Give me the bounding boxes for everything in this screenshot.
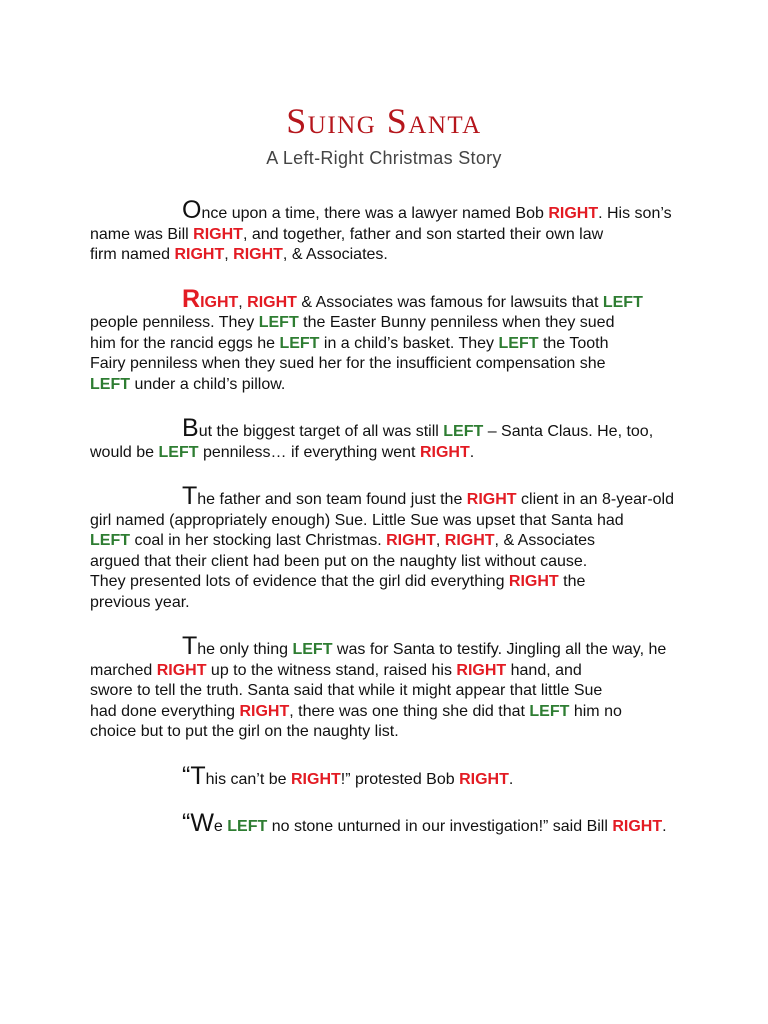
story-paragraph (90, 761, 690, 791)
story-line (90, 809, 690, 838)
story-text: – Santa Claus. He, too, (483, 423, 654, 440)
story-text: him for the rancid eggs he (90, 334, 280, 352)
story-line (90, 661, 690, 682)
story-text: no stone unturned in our investigation!” said Bill (267, 818, 613, 835)
story-line (90, 572, 690, 593)
story-text: him no (569, 702, 622, 720)
story-line (90, 722, 690, 743)
story-text: argued that their client had been put on the naughty list without cause. (90, 552, 588, 570)
story-text: coal in her stocking last Christmas. (130, 532, 387, 549)
keyword-right: RIGHT (444, 532, 495, 549)
story-text: people penniless. They (90, 314, 259, 331)
story-line (90, 313, 690, 334)
drop-initial: “W (182, 809, 214, 837)
drop-initial: T (182, 632, 198, 660)
story-line (90, 284, 690, 314)
story-line (90, 511, 690, 532)
story-text: would be (90, 443, 159, 461)
story-text: in a child’s basket. They (319, 334, 499, 352)
keyword-left: LEFT (90, 375, 130, 393)
keyword-left: LEFT (279, 334, 320, 352)
story-text: previous year. (90, 593, 190, 611)
story-text: had done everything (90, 702, 240, 720)
keyword-right: RIGHT (456, 661, 507, 679)
story-line (90, 681, 690, 702)
story-text: he only thing (197, 641, 293, 658)
story-paragraph (90, 284, 690, 396)
story-text: name was Bill (90, 225, 194, 243)
keyword-right: IGHT (200, 293, 239, 311)
keyword-right: RIGHT (612, 818, 663, 835)
story-text: , there was one thing she did that (289, 702, 530, 720)
story-text: swore to tell the truth. Santa said that while it might appear that little Sue (90, 682, 603, 699)
story-text: , & Associates (494, 532, 596, 549)
drop-initial: T (182, 482, 198, 510)
story-text: , & Associates. (282, 246, 388, 263)
story-text: choice but to put the girl on the naughty list. (90, 723, 399, 740)
story-line (90, 632, 690, 661)
story-text: hand, and (506, 661, 582, 679)
story-text: penniless… if everything went (198, 443, 420, 461)
story-text: . His son’s (598, 205, 672, 222)
keyword-left: LEFT (158, 443, 199, 461)
story-line (90, 702, 690, 723)
story-text: . (508, 770, 514, 788)
story-line (90, 443, 690, 464)
keyword-left: LEFT (90, 532, 130, 549)
story-line (90, 593, 690, 614)
story-line (90, 354, 690, 375)
story-text: girl named (appropriately enough) Sue. Little Sue was upset that Santa had (90, 511, 624, 529)
story-line (90, 196, 690, 225)
keyword-right: RIGHT (174, 246, 225, 263)
keyword-left: LEFT (292, 641, 333, 658)
keyword-left: LEFT (258, 314, 299, 331)
story-text: & Associates was famous for lawsuits that (296, 293, 603, 311)
keyword-right: RIGHT (508, 573, 559, 590)
story-line (90, 245, 690, 266)
keyword-left: LEFT (602, 293, 643, 311)
story-text: under a child’s pillow. (130, 375, 286, 393)
keyword-right: RIGHT (193, 225, 243, 243)
keyword-right: RIGHT (156, 661, 207, 679)
keyword-right: RIGHT (247, 293, 297, 311)
story-text: the Tooth (538, 334, 609, 352)
story-text: e (213, 818, 228, 835)
story-text: . (469, 443, 475, 461)
story-paragraph (90, 482, 690, 613)
keyword-left: LEFT (443, 423, 484, 440)
story-text: Fairy penniless when they sued her for the insufficient compensation she (90, 355, 606, 372)
keyword-left: LEFT (227, 818, 268, 835)
story-body (90, 196, 690, 838)
story-paragraph (90, 196, 690, 266)
story-text: nce upon a time, there was a lawyer named Bob (201, 205, 549, 222)
story-line (90, 334, 690, 355)
story-text: was for Santa to testify. Jingling all the way, he (332, 641, 667, 658)
keyword-right: RIGHT (466, 491, 517, 508)
drop-initial-right: R (182, 284, 201, 313)
document-subtitle: A Left-Right Christmas Story (266, 148, 502, 168)
story-text: the (558, 573, 586, 590)
story-line (90, 531, 690, 552)
drop-initial: “T (182, 761, 206, 790)
story-text: the Easter Bunny penniless when they sued (298, 314, 615, 331)
story-text: up to the witness stand, raised his (206, 661, 457, 679)
story-paragraph (90, 632, 690, 743)
story-text: he father and son team found just the (197, 491, 467, 508)
story-text: client in an 8-year-old (516, 491, 674, 508)
story-line (90, 225, 690, 246)
story-line (90, 414, 690, 443)
story-text: , (238, 293, 248, 311)
story-line (90, 552, 690, 573)
story-line (90, 761, 690, 791)
keyword-left: LEFT (529, 702, 570, 720)
story-paragraph (90, 809, 690, 838)
story-text: firm named (90, 246, 175, 263)
story-line (90, 375, 690, 396)
keyword-right: RIGHT (386, 532, 436, 549)
story-line (90, 482, 690, 511)
story-text: his can’t be (205, 770, 291, 788)
keyword-right: RIGHT (459, 770, 509, 788)
keyword-right: RIGHT (291, 770, 341, 788)
story-text: !” protested Bob (340, 770, 460, 788)
drop-initial: O (182, 196, 202, 224)
drop-initial: B (182, 414, 199, 442)
keyword-left: LEFT (498, 334, 539, 352)
story-paragraph (90, 414, 690, 463)
story-text: . (662, 818, 667, 835)
story-text: They presented lots of evidence that the girl did everything (90, 573, 509, 590)
document-title: Suing Santa (286, 101, 482, 141)
story-text: , (435, 532, 445, 549)
keyword-right: RIGHT (548, 205, 599, 222)
keyword-right: RIGHT (239, 702, 290, 720)
story-text: , (224, 246, 234, 263)
story-text: marched (90, 661, 157, 679)
keyword-right: RIGHT (419, 443, 470, 461)
story-text: ut the biggest target of all was still (198, 423, 444, 440)
keyword-right: RIGHT (233, 246, 283, 263)
story-text: , and together, father and son started their own law (242, 225, 604, 243)
